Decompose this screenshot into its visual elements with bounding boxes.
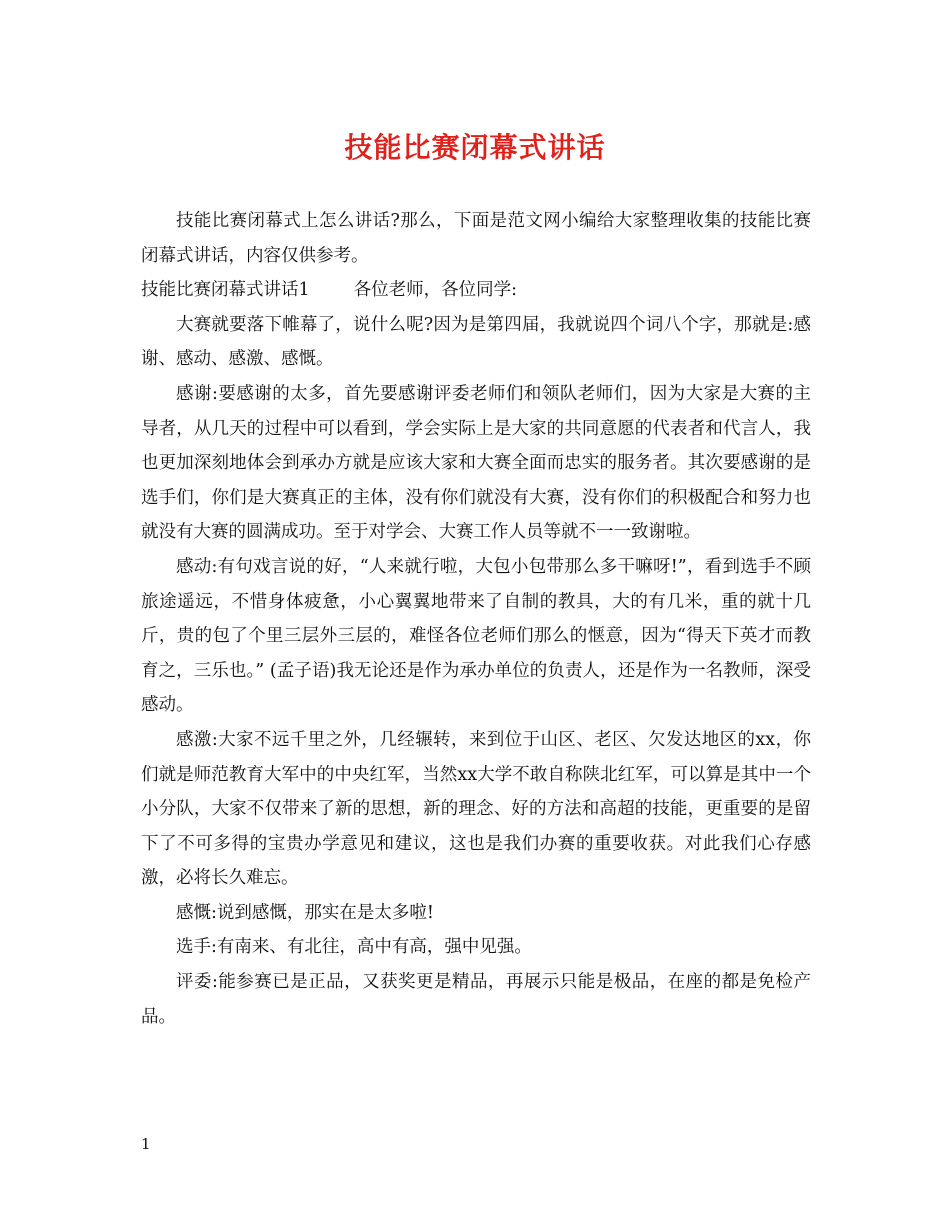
speech-heading: 技能比赛闭幕式讲话1 <box>141 280 310 301</box>
document-body <box>141 204 811 1034</box>
paragraph-feelings: 感慨:说到感慨，那实在是太多啦! <box>176 902 434 923</box>
page-number: 1 <box>141 1135 151 1153</box>
document-title: 技能比赛闭幕式讲话 <box>344 131 606 164</box>
paragraph-judges: 评委:能参赛已是正品，又获奖更是精品，再展示只能是极品，在座的都是免检产品。 <box>141 972 811 1027</box>
speech-heading-line <box>141 273 811 308</box>
paragraph-grateful: 感激:大家不远千里之外，几经辗转，来到位于山区、老区、欠发达地区的xx，你们就是师范教育大军中的中央红军，当然xx大学不敢自称陕北红军，可以算是其中一个小分队，大家不仅带来了新的思想，新的理念、好的方法和高超的技能，更重要的是留下了不可多得的宝贵办学意见和建议，这也是我们办赛的重要收获。对此我们心存感激，必将长久难忘。 <box>141 729 811 889</box>
paragraph-opening: 大赛就要落下帷幕了，说什么呢?因为是第四届，我就说四个词八个字，那就是:感谢、感动、感激、感慨。 <box>141 314 811 370</box>
salutation: 各位老师，各位同学: <box>353 280 518 301</box>
paragraph-contestants: 选手:有南来、有北往，高中有高，强中见强。 <box>176 937 532 958</box>
intro-paragraph: 技能比赛闭幕式上怎么讲话?那么，下面是范文网小编给大家整理收集的技能比赛闭幕式讲话，内容仅供参考。 <box>141 211 811 266</box>
paragraph-thanks: 感谢:要感谢的太多，首先要感谢评委老师们和领队老师们，因为大家是大赛的主导者，从几天的过程中可以看到，学会实际上是大家的共同意愿的代表者和代言人，我也更加深刻地体会到承办方就是应该大家和大赛全面而忠实的服务者。其次要感谢的是选手们，你们是大赛真正的主体，没有你们就没有大赛，没有你们的积极配合和努力也就没有大赛的圆满成功。至于对学会、大赛工作人员等就不一一致谢啦。 <box>141 383 811 543</box>
paragraph-moved: 感动:有句戏言说的好，“人来就行啦，大包小包带那么多干嘛呀!”，看到选手不顾旅途遥远，不惜身体疲惫，小心翼翼地带来了自制的教具，大的有几米，重的就十几斤，贵的包了个里三层外三层的，难怪各位老师们那么的惬意，因为“得天下英才而教育之，三乐也。” (孟子语)我无论还是作为承办单位的负责人，还是作为一名教师，深受感动。 <box>141 556 811 716</box>
